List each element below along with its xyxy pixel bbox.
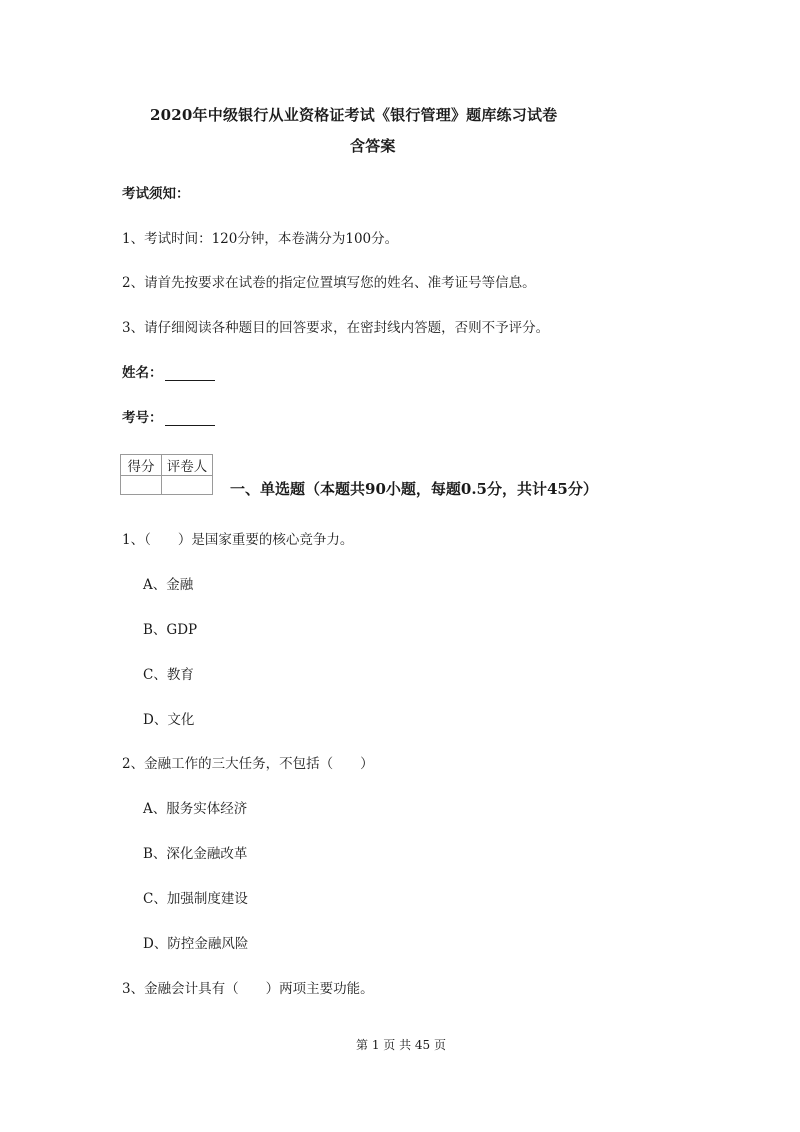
instruction-item: 1、考试时间：120分钟，本卷满分为100分。 xyxy=(122,231,399,247)
exam-number-field xyxy=(122,406,215,426)
question-option: A、金融 xyxy=(143,577,194,593)
instruction-item: 2、请首先按要求在试卷的指定位置填写您的姓名、准考证号等信息。 xyxy=(122,275,536,291)
grader-cell xyxy=(162,476,213,495)
document-title: 2020年中级银行从业资格证考试《银行管理》题库练习试卷 xyxy=(150,106,558,124)
instruction-item: 3、请仔细阅读各种题目的回答要求，在密封线内答题，否则不予评分。 xyxy=(122,320,550,336)
name-blank-line xyxy=(165,366,215,381)
question-stem: 3、金融会计具有（ ）两项主要功能。 xyxy=(122,981,374,997)
question-stem: 2、金融工作的三大任务，不包括（ ） xyxy=(122,756,374,772)
question-option: C、加强制度建设 xyxy=(143,891,248,907)
exam-number-blank-line xyxy=(165,411,215,426)
question-stem: 1、（ ）是国家重要的核心竞争力。 xyxy=(122,532,354,548)
document-subtitle: 含答案 xyxy=(350,137,396,155)
question-option: D、文化 xyxy=(143,712,195,728)
name-label: 姓名： xyxy=(122,365,163,381)
question-option: C、教育 xyxy=(143,667,194,683)
score-table xyxy=(120,454,213,495)
question-option: D、防控金融风险 xyxy=(143,936,249,952)
question-option: B、GDP xyxy=(143,622,198,638)
grader-header: 评卷人 xyxy=(162,455,213,476)
section-title: 一、单选题（本题共90小题，每题0.5分，共计45分） xyxy=(230,480,598,498)
question-option: B、深化金融改革 xyxy=(143,846,248,862)
score-header: 得分 xyxy=(121,455,162,476)
page-footer: 第 1 页 共 45 页 xyxy=(356,1038,446,1052)
name-field xyxy=(122,361,215,381)
question-option: A、服务实体经济 xyxy=(143,801,248,817)
exam-number-label: 考号： xyxy=(122,410,163,426)
instructions-heading: 考试须知： xyxy=(122,186,190,202)
score-cell xyxy=(121,476,162,495)
